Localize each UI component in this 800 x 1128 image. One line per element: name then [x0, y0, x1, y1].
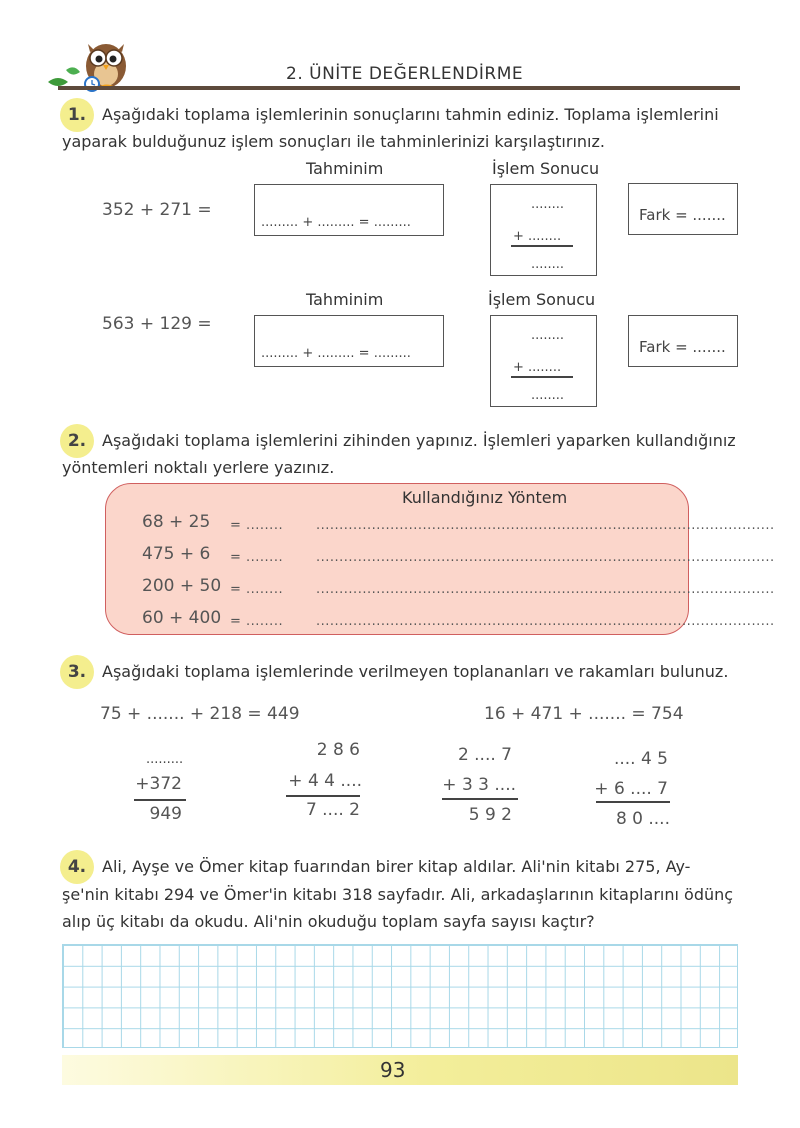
method-label: Kullandığınız Yöntem: [402, 488, 568, 507]
question-number-badge: 1.: [60, 98, 94, 132]
answer-blank[interactable]: = ........: [230, 550, 284, 565]
addend-row: 2 8 6: [316, 740, 360, 760]
addition-expression: 352 + 271 =: [102, 200, 212, 220]
difference-label: Fark = .......: [639, 338, 726, 356]
question-text: yöntemleri noktalı yerlere yazınız.: [62, 458, 335, 477]
addend-row[interactable]: 2 .... 7: [457, 745, 512, 765]
answer-blank[interactable]: = ........: [230, 614, 284, 629]
sum-line: [511, 245, 573, 247]
result-bottom-blank: ........: [531, 257, 565, 272]
mental-expression: 475 + 6: [142, 544, 211, 564]
addition-expression: 563 + 129 =: [102, 314, 212, 334]
estimate-box[interactable]: [254, 184, 444, 236]
estimate-box[interactable]: [254, 315, 444, 367]
result-top-blank: ........: [531, 328, 565, 343]
question-text: şe'nin kitabı 294 ve Ömer'in kitabı 318 sayfadır. Ali, arkadaşlarının kitaplarını ödünç: [62, 885, 734, 904]
estimate-label: Tahminim: [306, 290, 384, 309]
addend-row[interactable]: .... 4 5: [613, 749, 668, 769]
question-number-badge: 3.: [60, 655, 94, 689]
result-plus-blank: + ........: [513, 229, 562, 244]
result-bottom-blank: ........: [531, 388, 565, 403]
result-plus-blank: + ........: [513, 360, 562, 375]
mental-expression: 68 + 25: [142, 512, 211, 532]
sum-line: [511, 376, 573, 378]
sum-row: 949: [149, 804, 182, 824]
estimate-blank: ......... + ......... = .........: [261, 346, 411, 361]
difference-box[interactable]: [628, 315, 738, 367]
question-number-badge: 2.: [60, 424, 94, 458]
addend-row[interactable]: + 6 .... 7: [594, 779, 668, 799]
sum-line: [442, 798, 518, 800]
addend-row[interactable]: + 4 4 ....: [288, 771, 362, 791]
question-text: yaparak bulduğunuz işlem sonuçları ile tahminlerinizi karşılaştırınız.: [62, 132, 605, 151]
addend-row: +372: [135, 774, 182, 794]
question-text: Aşağıdaki toplama işlemlerini zihinden yapınız. İşlemleri yaparken kullandığınız: [102, 431, 736, 450]
question-text: Aşağıdaki toplama işlemlerinin sonuçlarını tahmin ediniz. Toplama işlemlerini: [102, 105, 719, 124]
sum-line: [596, 801, 670, 803]
missing-addend-equation: 75 + ....... + 218 = 449: [100, 704, 300, 724]
sum-row[interactable]: 8 0 ....: [615, 809, 670, 829]
page-title: 2. ÜNİTE DEĞERLENDİRME: [286, 64, 524, 84]
mental-expression: 200 + 50: [142, 576, 222, 596]
page-number: 93: [380, 1058, 406, 1082]
question-text: Ali, Ayşe ve Ömer kitap fuarından birer kitap aldılar. Ali'nin kitabı 275, Ay-: [102, 857, 691, 876]
sum-line: [286, 795, 360, 797]
sum-row[interactable]: 7 .... 2: [305, 800, 360, 820]
question-text: alıp üç kitabı da okudu. Ali'nin okuduğu toplam sayfa sayısı kaçtır?: [62, 912, 595, 931]
method-blank[interactable]: ...................................................................................................: [316, 582, 775, 597]
difference-box[interactable]: [628, 183, 738, 235]
result-top-blank: ........: [531, 197, 565, 212]
answer-blank[interactable]: = ........: [230, 582, 284, 597]
estimate-label: Tahminim: [306, 159, 384, 178]
sum-row: 5 9 2: [468, 805, 512, 825]
result-box[interactable]: [490, 184, 597, 276]
method-blank[interactable]: ...................................................................................................: [316, 614, 775, 629]
difference-label: Fark = .......: [639, 206, 726, 224]
sum-line: [134, 799, 186, 801]
missing-addend-equation: 16 + 471 + ....... = 754: [484, 704, 684, 724]
header-rule: [58, 86, 740, 90]
estimate-blank: ......... + ......... = .........: [261, 215, 411, 230]
method-blank[interactable]: ...................................................................................................: [316, 518, 775, 533]
result-label: İşlem Sonucu: [492, 159, 600, 178]
question-text: Aşağıdaki toplama işlemlerinde verilmeyen toplananları ve rakamları bulunuz.: [102, 662, 729, 681]
answer-grid[interactable]: [62, 944, 738, 1048]
result-label: İşlem Sonucu: [488, 290, 596, 309]
result-box[interactable]: [490, 315, 597, 407]
missing-addend-blank[interactable]: .........: [146, 752, 184, 767]
mental-expression: 60 + 400: [142, 608, 222, 628]
addend-row[interactable]: + 3 3 ....: [442, 775, 516, 795]
answer-blank[interactable]: = ........: [230, 518, 284, 533]
question-number-badge: 4.: [60, 850, 94, 884]
method-blank[interactable]: ...................................................................................................: [316, 550, 775, 565]
